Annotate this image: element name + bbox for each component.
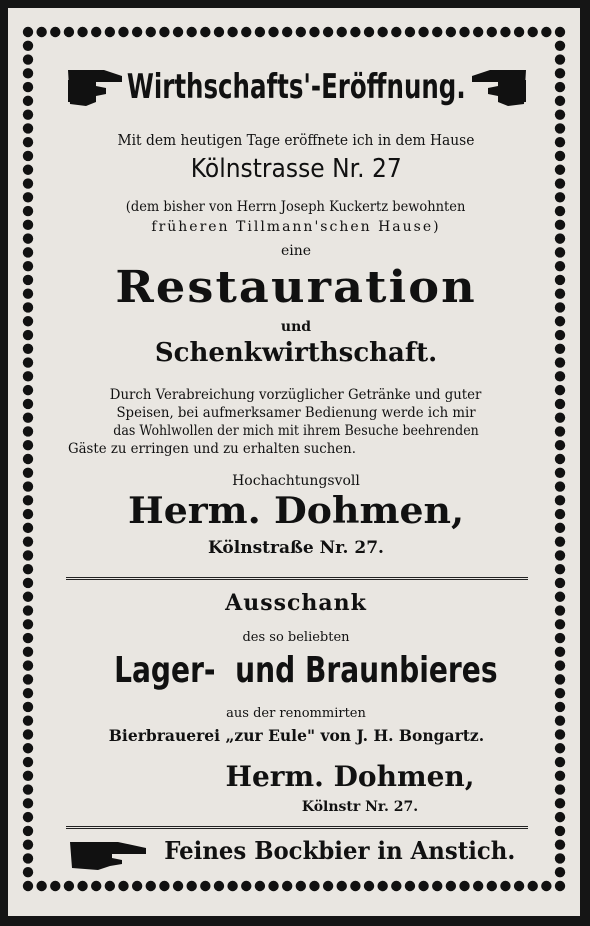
border-bead: [555, 826, 565, 836]
border-bead: [23, 468, 33, 478]
border-bead: [337, 27, 347, 37]
border-bead: [132, 881, 142, 891]
border-bead: [23, 647, 33, 657]
border-bead: [555, 82, 565, 92]
border-bead: [555, 716, 565, 726]
border-bead: [555, 385, 565, 395]
border-bead: [23, 96, 33, 106]
border-bead: [173, 881, 183, 891]
border-bead: [555, 123, 565, 133]
border-bead: [555, 316, 565, 326]
border-bead: [23, 261, 33, 271]
border-bead: [555, 302, 565, 312]
border-bead: [200, 881, 210, 891]
body-line-1: Durch Verabreichung vorzüglicher Getränke und guter: [110, 387, 482, 403]
border-bead: [23, 123, 33, 133]
border-bead: [23, 495, 33, 505]
border-bead: [459, 881, 469, 891]
ad-heading: Wirthschafts'-Eröffnung.: [126, 67, 466, 107]
border-bead: [23, 68, 33, 78]
border-bead: [555, 771, 565, 781]
border-bead: [555, 674, 565, 684]
border-bead: [350, 27, 360, 37]
border-bead: [23, 771, 33, 781]
border-bead: [473, 881, 483, 891]
border-bead: [528, 27, 538, 37]
border-bead: [555, 192, 565, 202]
border-bead: [23, 826, 33, 836]
border-bead: [23, 536, 33, 546]
border-bead: [255, 27, 265, 37]
border-bead: [555, 647, 565, 657]
border-bead: [36, 881, 46, 891]
body-line-2: Speisen, bei aufmerksamer Bedienung werde ich mir: [116, 405, 476, 421]
border-bead: [23, 550, 33, 560]
border-bead: [118, 27, 128, 37]
divider-rule-bottom: [66, 826, 528, 829]
border-bead: [555, 412, 565, 422]
border-bead: [186, 27, 196, 37]
border-bead: [555, 233, 565, 243]
border-bead: [23, 316, 33, 326]
border-bead: [23, 385, 33, 395]
border-bead: [364, 27, 374, 37]
former-owner-line2: früheren Tillmann'schen Hause): [151, 219, 441, 235]
border-bead: [173, 27, 183, 37]
border-bead: [473, 27, 483, 37]
brewery-text: Bierbrauerei „zur Eule" von J. H. Bongartz.: [108, 726, 484, 745]
border-bead: [186, 881, 196, 891]
border-bead: [555, 881, 565, 891]
border-bead: [132, 27, 142, 37]
border-bead: [296, 27, 306, 37]
border-bead: [23, 784, 33, 794]
border-bead: [555, 688, 565, 698]
border-bead: [555, 357, 565, 367]
pointing-hand-right-icon: [68, 838, 150, 872]
border-bead: [64, 27, 74, 37]
border-bead: [159, 27, 169, 37]
border-bead: [541, 27, 551, 37]
border-bead: [23, 220, 33, 230]
border-bead: [23, 357, 33, 367]
border-bead: [555, 330, 565, 340]
border-bead: [555, 344, 565, 354]
border-bead: [500, 881, 510, 891]
border-bead: [50, 27, 60, 37]
border-bead: [555, 399, 565, 409]
border-bead: [446, 27, 456, 37]
border-bead: [227, 881, 237, 891]
border-bead: [555, 151, 565, 161]
border-bead: [159, 881, 169, 891]
border-bead: [555, 165, 565, 175]
border-bead: [555, 743, 565, 753]
border-bead: [555, 178, 565, 188]
eine-text: eine: [280, 243, 312, 259]
border-bead: [118, 881, 128, 891]
border-bead: [23, 867, 33, 877]
border-bead: [64, 881, 74, 891]
border-bead: [23, 192, 33, 202]
border-bead: [23, 716, 33, 726]
border-bead: [200, 27, 210, 37]
restauration-title: Restauration: [115, 262, 477, 313]
border-bead: [555, 564, 565, 574]
border-bead: [555, 660, 565, 670]
border-bead: [555, 371, 565, 381]
border-bead: [555, 495, 565, 505]
border-bead: [555, 206, 565, 216]
owner2-address: Kölnstr Nr. 27.: [301, 799, 419, 815]
und-text: und: [280, 319, 312, 335]
border-bead: [23, 151, 33, 161]
owner-name: Herm. Dohmen,: [127, 490, 465, 532]
border-bead: [77, 881, 87, 891]
border-bead: [555, 702, 565, 712]
border-bead: [23, 881, 33, 891]
border-bead: [23, 481, 33, 491]
border-bead: [377, 27, 387, 37]
border-bead: [36, 27, 46, 37]
border-bead: [555, 812, 565, 822]
beliebt-text: des so beliebten: [242, 630, 350, 645]
ausschank-title: Ausschank: [225, 590, 367, 616]
border-bead: [555, 509, 565, 519]
border-bead: [364, 881, 374, 891]
border-bead: [418, 881, 428, 891]
border-bead: [23, 289, 33, 299]
border-bead: [23, 812, 33, 822]
bockbier-text: Feines Bockbier in Anstich.: [164, 836, 516, 865]
closing-text: Hochachtungsvoll: [232, 473, 360, 489]
border-bead: [309, 881, 319, 891]
body-line-3: das Wohlwollen der mich mit ihrem Besuche beehrenden: [113, 423, 479, 439]
border-bead: [555, 550, 565, 560]
border-bead: [459, 27, 469, 37]
border-bead: [23, 454, 33, 464]
body-line-4: Gäste zu erringen und zu erhalten suchen.: [68, 441, 356, 457]
border-bead: [555, 578, 565, 588]
border-bead: [323, 27, 333, 37]
border-bead: [23, 247, 33, 257]
border-bead: [23, 633, 33, 643]
border-bead: [23, 523, 33, 533]
owner2-name: Herm. Dohmen,: [225, 760, 475, 793]
border-bead: [23, 137, 33, 147]
border-bead: [23, 798, 33, 808]
border-bead: [555, 289, 565, 299]
border-bead: [23, 509, 33, 519]
border-bead: [555, 523, 565, 533]
border-bead: [23, 660, 33, 670]
border-bead: [23, 399, 33, 409]
border-bead: [555, 68, 565, 78]
border-bead: [91, 27, 101, 37]
border-bead: [23, 426, 33, 436]
border-bead: [555, 619, 565, 629]
border-bead: [146, 27, 156, 37]
border-bead: [555, 247, 565, 257]
border-bead: [487, 881, 497, 891]
renommirt-text: aus der renommirten: [226, 706, 366, 721]
border-bead: [23, 82, 33, 92]
heading-block: [60, 60, 532, 114]
border-bead: [555, 784, 565, 794]
border-bead: [514, 27, 524, 37]
border-bead: [23, 165, 33, 175]
border-bead: [23, 275, 33, 285]
pointing-hand-left-icon: [468, 64, 528, 110]
border-bead: [77, 27, 87, 37]
border-bead: [214, 881, 224, 891]
border-bead: [555, 853, 565, 863]
border-bead: [405, 881, 415, 891]
border-bead: [23, 605, 33, 615]
beers-title: Lager- und Braunbieres: [114, 650, 498, 691]
border-bead: [23, 757, 33, 767]
border-bead: [105, 27, 115, 37]
former-owner-line1: (dem bisher von Herrn Joseph Kuckertz bewohnten: [126, 199, 466, 215]
border-bead: [555, 137, 565, 147]
border-bead: [23, 743, 33, 753]
border-bead: [50, 881, 60, 891]
border-bead: [23, 109, 33, 119]
border-bead: [268, 881, 278, 891]
border-bead: [555, 798, 565, 808]
border-bead: [487, 27, 497, 37]
border-bead: [23, 564, 33, 574]
border-bead: [555, 41, 565, 51]
border-bead: [377, 881, 387, 891]
border-bead: [555, 468, 565, 478]
border-bead: [555, 54, 565, 64]
border-bead: [555, 27, 565, 37]
border-bead: [23, 344, 33, 354]
border-bead: [105, 881, 115, 891]
border-bead: [91, 881, 101, 891]
border-bead: [241, 881, 251, 891]
border-bead: [555, 592, 565, 602]
border-bead: [23, 206, 33, 216]
border-bead: [23, 619, 33, 629]
border-bead: [555, 426, 565, 436]
border-bead: [23, 178, 33, 188]
border-bead: [268, 27, 278, 37]
border-bead: [555, 605, 565, 615]
border-bead: [391, 27, 401, 37]
border-bead: [23, 839, 33, 849]
border-bead: [555, 96, 565, 106]
border-bead: [309, 27, 319, 37]
border-bead: [23, 371, 33, 381]
owner-address: Kölnstraße Nr. 27.: [208, 538, 384, 558]
schenkwirthschaft-title: Schenkwirthschaft.: [154, 338, 438, 368]
border-bead: [323, 881, 333, 891]
border-bead: [282, 27, 292, 37]
border-bead: [514, 881, 524, 891]
border-bead: [555, 839, 565, 849]
border-bead: [405, 27, 415, 37]
border-bead: [555, 440, 565, 450]
border-bead: [23, 688, 33, 698]
border-bead: [418, 27, 428, 37]
border-bead: [555, 109, 565, 119]
border-bead: [23, 302, 33, 312]
border-bead: [432, 27, 442, 37]
border-bead: [432, 881, 442, 891]
border-bead: [23, 578, 33, 588]
border-bead: [500, 27, 510, 37]
border-bead: [337, 881, 347, 891]
border-bead: [555, 275, 565, 285]
border-bead: [391, 881, 401, 891]
border-bead: [555, 261, 565, 271]
divider-rule: [66, 577, 528, 580]
border-bead: [23, 674, 33, 684]
border-bead: [23, 592, 33, 602]
border-bead: [555, 536, 565, 546]
border-bead: [23, 27, 33, 37]
border-bead: [146, 881, 156, 891]
address-text: Kölnstrasse Nr. 27: [190, 154, 402, 184]
border-bead: [241, 27, 251, 37]
intro-text: Mit dem heutigen Tage eröffnete ich in dem Hause: [117, 131, 475, 149]
border-bead: [555, 867, 565, 877]
border-bead: [555, 481, 565, 491]
border-bead: [446, 881, 456, 891]
border-bead: [528, 881, 538, 891]
border-bead: [23, 412, 33, 422]
border-bead: [23, 233, 33, 243]
border-bead: [555, 220, 565, 230]
border-bead: [555, 633, 565, 643]
border-bead: [23, 41, 33, 51]
border-bead: [227, 27, 237, 37]
border-bead: [23, 54, 33, 64]
border-bead: [255, 881, 265, 891]
border-bead: [296, 881, 306, 891]
border-bead: [23, 729, 33, 739]
border-bead: [23, 330, 33, 340]
border-bead: [23, 853, 33, 863]
border-bead: [555, 757, 565, 767]
border-bead: [282, 881, 292, 891]
border-bead: [23, 702, 33, 712]
border-bead: [541, 881, 551, 891]
border-bead: [555, 454, 565, 464]
border-bead: [23, 440, 33, 450]
border-bead: [555, 729, 565, 739]
border-bead: [350, 881, 360, 891]
border-bead: [214, 27, 224, 37]
